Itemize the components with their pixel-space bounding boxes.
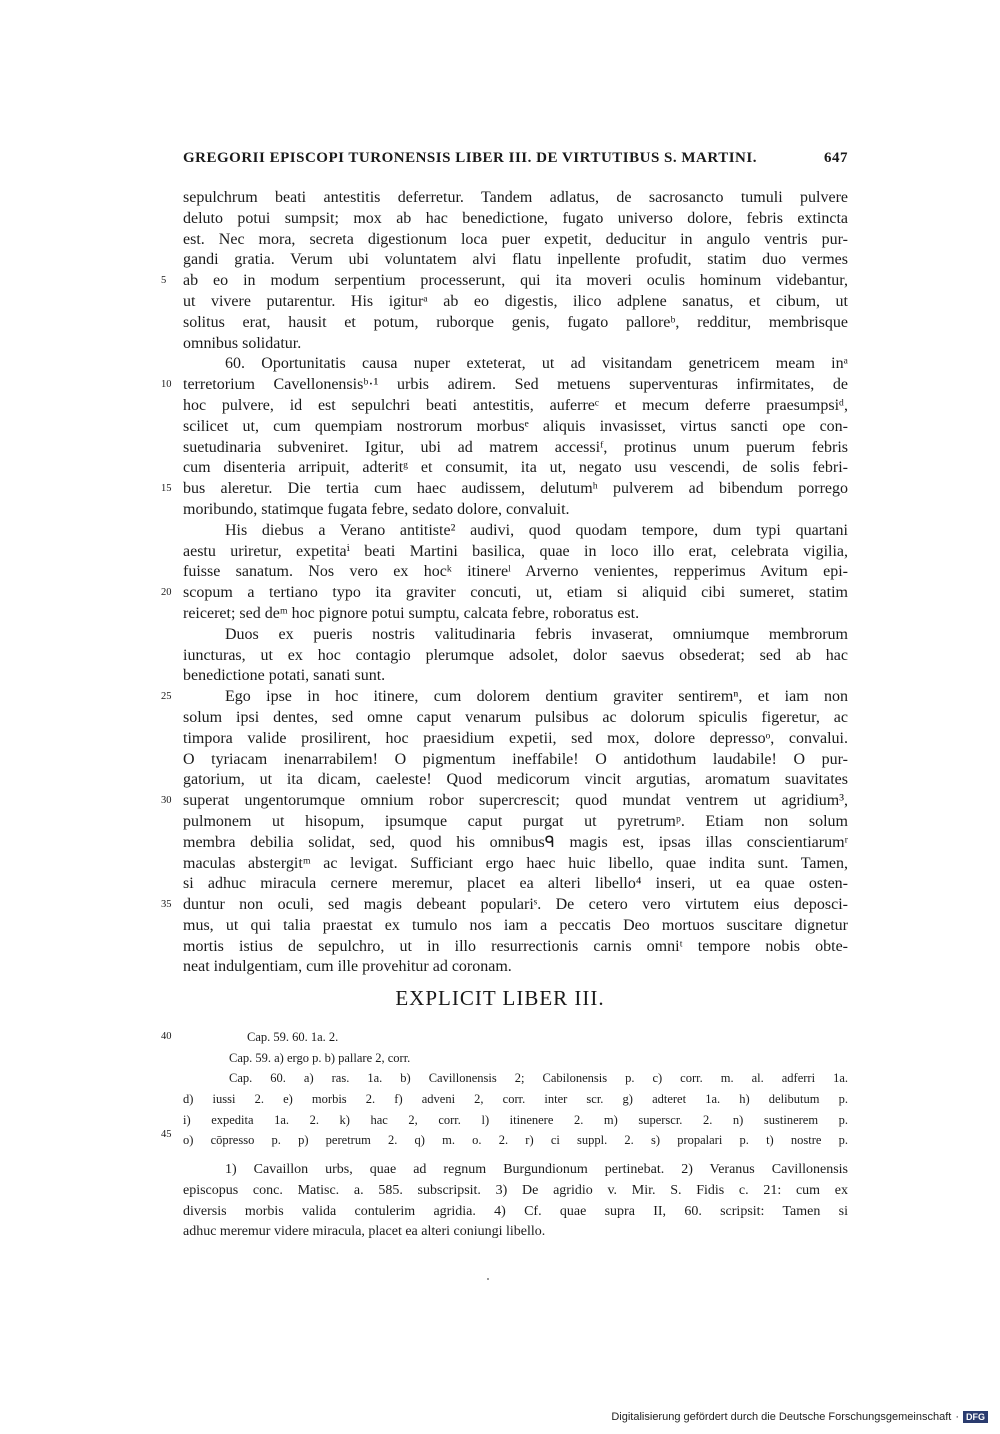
text-line: scopum a tertiano typo ita graviter concuti, ut, etiam si aliquid cibi sumeret, statim [183,584,848,602]
text-line: mortis istius de sepulchro, ut in illo resurrectionis carnis omniᵗ tempore nobis obte- [183,937,848,955]
margin-line-number: 25 [161,691,172,703]
footnote-line: 1) Cavaillon urbs, quae ad regnum Burgundionum pertinebat. 2) Veranus Cavillonensis [225,1162,848,1177]
text-line: His diebus a Verano antitiste² audivi, quod quodam tempore, dum typi quartani [225,521,848,539]
text-line: gatorium, ut ita dicam, caeleste! Quod medicorum vincit argutias, aromatum suavitates [183,771,848,789]
apparatus-line: i) expedita 1a. 2. k) hac 2, corr. l) itinenere 2. m) superscr. 2. n) sustinerem p. [183,1112,848,1127]
footer-separator: · [955,1411,959,1423]
text-line: terretorium Cavellonensisᵇ·¹ urbis adirem. Sed metuens superventuras infirmitates, de [183,376,848,394]
line-number-45: 45 [161,1129,172,1140]
text-line: cum disenteria arripuit, adteritᵍ et consumit, ita ut, negato usu vescendi, de solis febri- [183,459,848,477]
critical-apparatus [183,1027,848,1151]
text-line: timpora valide prosilirent, hoc praesidium expetii, sed mox, dolore depressoᵒ, convalui. [183,729,848,747]
footer-text: Digitalisierung gefördert durch die Deutsche Forschungsgemeinschaft [611,1411,952,1423]
text-line: est. Nec mora, secreta digestionum loca puer expetit, deducitur in angulo ventris pur- [183,230,848,248]
dfg-logo: DFG [963,1411,988,1423]
page-number: 647 [824,150,848,166]
text-line: duntur non oculi, sed magis debeant populariˢ. De cetero vero virtutem eius deposci- [183,896,848,914]
text-line: Duos ex pueris nostris valitudinaria febris invaserat, omniumque membrorum [225,625,848,643]
text-line: sepulchrum beati antestitis deferretur. Tandem adlatus, de sacrosancto tumuli pulvere [183,189,848,206]
page-speck [487,1278,489,1280]
margin-line-number: 10 [161,379,172,391]
apparatus-line: o) cōpresso p. p) peretrum 2. q) m. o. 2. r) ci suppl. 2. s) propalari p. t) nostre p. [183,1133,848,1148]
apparatus-line: Cap. 59. 60. 1a. 2. [247,1030,339,1044]
apparatus-line: d) iussi 2. e) morbis 2. f) adveni 2, corr. inter scr. g) adteret 1a. h) delibutum p. [183,1092,848,1107]
text-line: mus, ut qui talia praestat ex tumulo nos iam a peccatis Deo mortuos suscitare dignetur [183,916,848,934]
apparatus-line: Cap. 60. a) ras. 1a. b) Cavillonensis 2; Cabilonensis p. c) corr. m. al. adferri 1a. [229,1071,848,1086]
running-title: GREGORII EPISCOPI TURONENSIS LIBER III. DE VIRTUTIBUS S. MARTINI. [183,150,757,166]
text-line: neat indulgentiam, cum ille provehitur ad coronam. [183,958,512,976]
text-line: maculas abstergitᵐ ac levigat. Sufficiant ergo haec huic libello, quae indita sunt. Tamen, [183,854,848,872]
text-line: benedictione potati, sanati sunt. [183,667,386,685]
text-line: si adhuc miracula cernere meremur, placet ea alteri libello⁴ inseri, ut ea quae osten- [183,875,848,893]
text-line: solum ipsi dentes, sed omne caput venarum pulsibus ac dolorum spiculis figeretur, ac [183,708,848,726]
margin-line-number: 35 [161,899,172,911]
footnote-line: diversis morbis valida contulerim agridia. 4) Cf. quae supra II, 60. scripsit: Tamen si [183,1203,848,1219]
margin-line-number: 5 [161,275,167,287]
text-line: membra debilia solidat, sed, quod his omnibusᑫ magis est, ipsas illas conscientiarumʳ [183,833,848,851]
explicit-heading: EXPLICIT LIBER III. [395,986,605,1010]
text-line: Ego ipse in hoc itinere, cum dolorem dentium graviter sentiremⁿ, et iam non [225,688,848,706]
text-line: solitus erat, hausit et potum, ruborque genis, fugato palloreᵇ, redditur, membrisque [183,313,848,331]
text-line: iuncturas, ut ex hoc contagio plerumque adsolet, dolor saevus obsederat; sed ab hac [183,646,848,664]
line-number-40: 40 [161,1031,172,1042]
text-line: omnibus solidatur. [183,334,302,352]
margin-line-number: 15 [161,483,172,495]
text-line: bus aleretur. Die tertia cum haec audissem, delutumʰ pulverem ad bibendum porrego [183,480,848,498]
text-line: ut vivere putarentur. His igiturᵃ ab eo digestis, ilico adplene sanatus, et cibum, ut [183,292,848,310]
body-text [183,188,848,978]
text-line: fuisse sanatum. Nos vero ex hocᵏ itinereˡ Arverno venientes, repperimus Avitum epi- [183,563,848,581]
text-line: hoc pulvere, id est sepulchri beati antestitis, auferreᶜ et mecum deferre praesumpsiᵈ, [183,396,848,414]
text-line: pulmonem ut hisopum, ipsumque caput purgat ut pyretrumᵖ. Etiam non solum [183,812,848,830]
text-line: moribundo, statimque fugata febre, sedato dolore, convaluit. [183,500,570,518]
text-line: scilicet ut, cum quempiam nostrorum morbusᵉ aliquis invasisset, virtus sancti ope con- [183,417,848,435]
text-line: deluto potui sumpsit; mox ab hac benedictione, fugato universo dolore, febris extincta [183,209,848,227]
digitization-footer [611,1411,988,1423]
footnote-line: episcopus conc. Matisc. a. 585. subscripsit. 3) De agridio v. Mir. S. Fidis c. 21: cum ex [183,1182,848,1198]
text-line: suetudinaria subveniret. Igitur, ubi ad matrem accessiᶠ, protinus unum puerum febris [183,438,848,456]
text-line: gandi gratia. Verum ubi voluntatem alvi flatu inpellente profudit, statim duo vermes [183,251,848,269]
text-line: O tyriacam inenarrabilem! O pigmentum ineffabile! O antidothum laudabile! O pur- [183,750,848,768]
margin-line-number: 20 [161,587,172,599]
text-line: 60. Oportunitatis causa nuper exteterat, ut ad visitandam genetricem meam inᵃ [225,355,848,373]
margin-line-number: 30 [161,795,172,807]
footnote-line: adhuc meremur videre miracula, placet ea alteri coniungi libello. [183,1224,546,1240]
text-line: reiceret; sed deᵐ hoc pignore potui sumptu, calcata febre, roboratus est. [183,604,640,622]
text-line: aestu uriretur, expetitaⁱ beati Martini basilica, quae in loco illo erat, celebrata vigilia, [183,542,848,560]
running-header [183,150,848,167]
text-line: superat ungentorumque omnium robor supercrescit; quod mundat ventrem ut agridium³, [183,792,848,810]
footnotes [183,1160,848,1243]
text-line: ab eo in modum serpentium processerunt, qui ita moveri oculis hominum videbantur, [183,272,848,290]
apparatus-line: Cap. 59. a) ergo p. b) pallare 2, corr. [229,1050,411,1065]
